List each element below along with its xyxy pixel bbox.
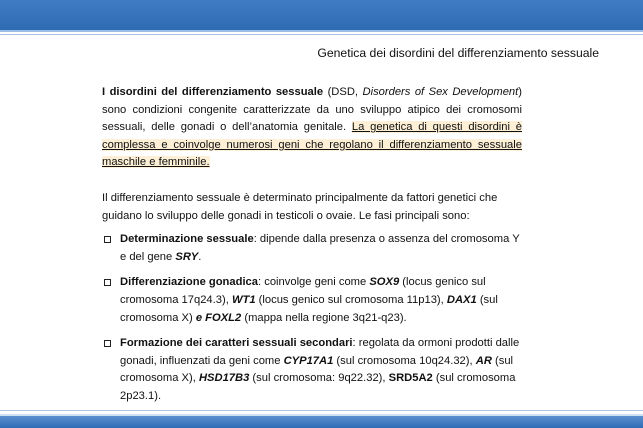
intro-acronym: Disorders of Sex Development xyxy=(362,86,519,98)
slide-body xyxy=(102,84,522,414)
gene-name: AR xyxy=(475,354,492,367)
bottom-divider xyxy=(0,410,643,411)
bullet-text: (sul cromosoma: 9q22.32), xyxy=(249,372,389,385)
bullet-title: Determinazione sessuale xyxy=(120,233,254,246)
list-item xyxy=(102,231,522,266)
bullet-text: (sul cromosoma 2p23.1). xyxy=(120,372,516,402)
gene-name: HSD17B3 xyxy=(198,372,250,385)
bullet-text: (sul cromosoma X), xyxy=(120,354,514,385)
bullet-text: . xyxy=(198,250,202,263)
phases-paragraph: Il differenziamento sessuale è determinato principalmente da fattori genetici che guidano lo sviluppo delle gonadi in testicoli o ovaie. Le fasi principali sono: xyxy=(102,191,498,222)
bullet-text: : dipende dalla presenza o assenza del cromosoma Y e del gene xyxy=(120,233,520,263)
gene-name: e FOXL2 xyxy=(195,311,242,324)
bullet-title: Differenziazione gonadica xyxy=(120,276,259,289)
bullet-text: (sul cromosoma 10q24.32), xyxy=(333,354,476,367)
bullet-text: (sul cromosoma X) xyxy=(120,293,498,324)
intro-highlight: La genetica di questi disordini è complessa e coinvolge numerosi geni che regolano il differenziamento sessuale maschile e femminile. xyxy=(102,121,522,169)
gene-name: DAX1 xyxy=(446,293,477,306)
bullet-text: : coinvolge geni come xyxy=(258,276,370,289)
square-bullet-icon xyxy=(104,236,111,243)
bottom-banner xyxy=(0,414,643,428)
intro-rest: ) sono condizioni congenite caratterizzate da uno sviluppo atipico dei cromosomi sessuali, delle gonadi o dell’anatomia genitale. xyxy=(102,86,522,134)
list-item xyxy=(102,274,522,327)
intro-paren-open: (DSD, xyxy=(323,86,363,98)
gene-name: SOX9 xyxy=(369,276,400,289)
bullet-text: (locus genico sul cromosoma 17q24.3), xyxy=(120,276,486,306)
list-item xyxy=(102,335,522,405)
gene-name: SRY xyxy=(175,250,199,263)
bullet-text: : regolata da ormoni prodotti dalle gonadi, influenzati da geni come xyxy=(120,337,520,367)
phases-list xyxy=(102,231,522,405)
square-bullet-icon xyxy=(104,279,111,286)
top-divider xyxy=(0,34,643,35)
square-bullet-icon xyxy=(104,340,111,347)
bullet-text: (mappa nella regione 3q21-q23). xyxy=(241,311,407,324)
intro-bold-lead: I disordini del differenziamento sessuale xyxy=(102,86,324,98)
bullet-text: (locus genico sul cromosoma 11p13), xyxy=(255,293,447,306)
page-title: Genetica dei disordini del differenziamento sessuale xyxy=(317,46,599,60)
top-banner xyxy=(0,0,643,32)
bullet-title: Formazione dei caratteri sessuali secondari xyxy=(120,337,353,350)
intro-paragraph xyxy=(102,84,522,172)
gene-name: SRD5A2 xyxy=(388,372,433,385)
gene-name: WT1 xyxy=(231,293,256,306)
gene-name: CYP17A1 xyxy=(283,354,334,367)
